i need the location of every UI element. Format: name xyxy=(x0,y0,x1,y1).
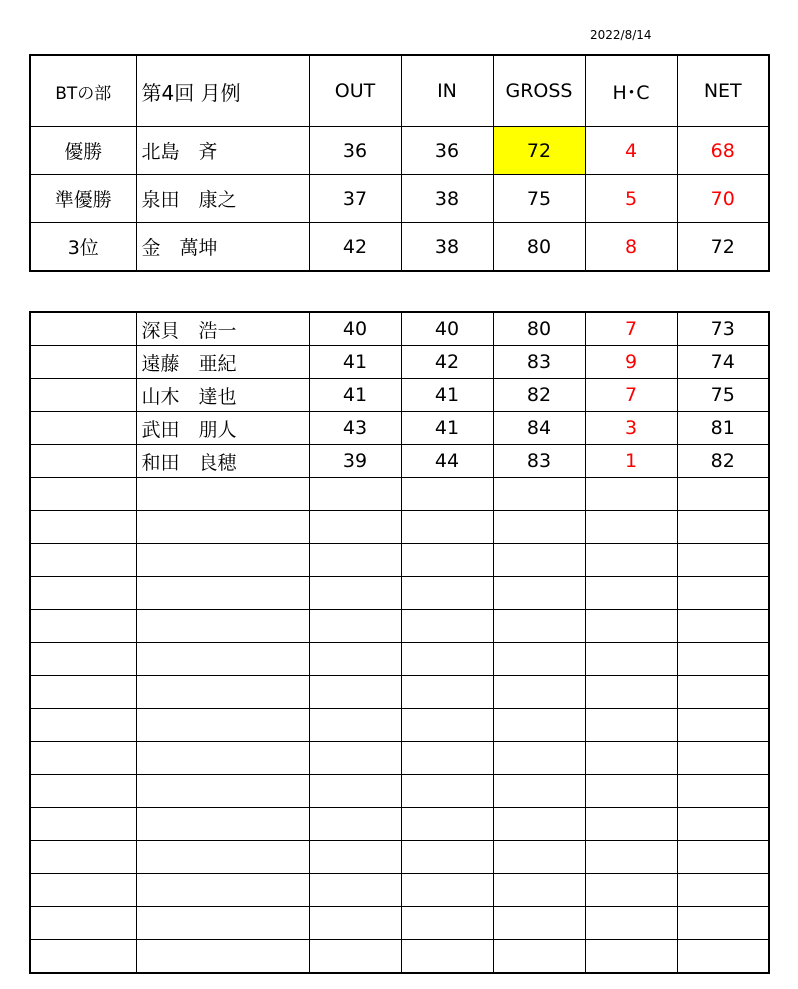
net-score xyxy=(677,775,769,808)
player-name: 泉田 康之 xyxy=(136,175,309,223)
rank-cell xyxy=(30,379,136,412)
in-score xyxy=(401,643,493,676)
handicap xyxy=(585,907,677,940)
winner-row xyxy=(30,175,769,223)
in-score xyxy=(401,478,493,511)
player-name: 深貝 浩一 xyxy=(136,312,309,346)
winner-row xyxy=(30,127,769,175)
in-score xyxy=(401,775,493,808)
player-name xyxy=(136,511,309,544)
out-score: 39 xyxy=(309,445,401,478)
player-name xyxy=(136,676,309,709)
gross-score: 75 xyxy=(493,175,585,223)
net-score xyxy=(677,478,769,511)
in-score xyxy=(401,676,493,709)
gross-score-best: 72 xyxy=(493,127,585,175)
result-row xyxy=(30,412,769,445)
player-name xyxy=(136,874,309,907)
player-name: 山木 達也 xyxy=(136,379,309,412)
out-score: 43 xyxy=(309,412,401,445)
rank-cell xyxy=(30,643,136,676)
gross-score xyxy=(493,874,585,907)
empty-row xyxy=(30,544,769,577)
gross-score xyxy=(493,808,585,841)
in-score: 42 xyxy=(401,346,493,379)
net-score xyxy=(677,742,769,775)
rank-cell xyxy=(30,445,136,478)
in-header: IN xyxy=(401,55,493,127)
out-score xyxy=(309,775,401,808)
handicap: 7 xyxy=(585,312,677,346)
in-score xyxy=(401,544,493,577)
rank-cell xyxy=(30,709,136,742)
out-score xyxy=(309,643,401,676)
in-score: 38 xyxy=(401,175,493,223)
gross-score xyxy=(493,940,585,974)
empty-row xyxy=(30,940,769,974)
handicap: 4 xyxy=(585,127,677,175)
gross-score: 84 xyxy=(493,412,585,445)
winner-row xyxy=(30,223,769,272)
out-score xyxy=(309,544,401,577)
out-score xyxy=(309,577,401,610)
empty-row xyxy=(30,676,769,709)
date-label: 2022/8/14 xyxy=(590,28,652,42)
gross-score xyxy=(493,709,585,742)
player-name xyxy=(136,709,309,742)
rank-cell: 3位 xyxy=(30,223,136,272)
rank-cell xyxy=(30,775,136,808)
net-score xyxy=(677,874,769,907)
empty-row xyxy=(30,742,769,775)
net-score xyxy=(677,511,769,544)
net-score xyxy=(677,841,769,874)
handicap xyxy=(585,742,677,775)
out-score xyxy=(309,511,401,544)
rank-cell xyxy=(30,940,136,974)
handicap xyxy=(585,874,677,907)
gross-score xyxy=(493,544,585,577)
handicap xyxy=(585,544,677,577)
player-name xyxy=(136,577,309,610)
result-row xyxy=(30,379,769,412)
rank-cell xyxy=(30,808,136,841)
handicap: 7 xyxy=(585,379,677,412)
handicap: 9 xyxy=(585,346,677,379)
header-row xyxy=(30,55,769,127)
out-score xyxy=(309,742,401,775)
net-score: 75 xyxy=(677,379,769,412)
gross-header: GROSS xyxy=(493,55,585,127)
in-score: 38 xyxy=(401,223,493,272)
empty-row xyxy=(30,907,769,940)
empty-row xyxy=(30,478,769,511)
in-score xyxy=(401,841,493,874)
player-name: 北島 斉 xyxy=(136,127,309,175)
hc-header: H･C xyxy=(585,55,677,127)
gross-score: 83 xyxy=(493,346,585,379)
net-score: 74 xyxy=(677,346,769,379)
out-score: 42 xyxy=(309,223,401,272)
out-score xyxy=(309,709,401,742)
net-header: NET xyxy=(677,55,769,127)
empty-row xyxy=(30,841,769,874)
gross-score xyxy=(493,511,585,544)
rank-cell xyxy=(30,610,136,643)
handicap xyxy=(585,940,677,974)
rank-cell xyxy=(30,841,136,874)
net-score: 82 xyxy=(677,445,769,478)
out-score xyxy=(309,841,401,874)
handicap xyxy=(585,841,677,874)
rank-cell xyxy=(30,742,136,775)
in-score: 36 xyxy=(401,127,493,175)
rank-cell xyxy=(30,478,136,511)
result-row xyxy=(30,445,769,478)
gross-score xyxy=(493,676,585,709)
gross-score xyxy=(493,742,585,775)
in-score: 41 xyxy=(401,379,493,412)
in-score: 44 xyxy=(401,445,493,478)
net-score xyxy=(677,709,769,742)
gross-score: 83 xyxy=(493,445,585,478)
in-score xyxy=(401,511,493,544)
rank-cell xyxy=(30,577,136,610)
result-row xyxy=(30,312,769,346)
player-name: 和田 良穂 xyxy=(136,445,309,478)
gross-score: 80 xyxy=(493,223,585,272)
in-score xyxy=(401,610,493,643)
player-name xyxy=(136,907,309,940)
empty-row xyxy=(30,775,769,808)
net-score xyxy=(677,940,769,974)
rank-cell xyxy=(30,412,136,445)
handicap xyxy=(585,643,677,676)
empty-row xyxy=(30,643,769,676)
net-score xyxy=(677,544,769,577)
player-name: 遠藤 亜紀 xyxy=(136,346,309,379)
gross-score xyxy=(493,841,585,874)
player-name xyxy=(136,478,309,511)
rank-cell xyxy=(30,312,136,346)
player-name xyxy=(136,610,309,643)
in-score xyxy=(401,808,493,841)
handicap xyxy=(585,775,677,808)
event-header: 第4回 月例 xyxy=(136,55,309,127)
out-score xyxy=(309,940,401,974)
rank-cell xyxy=(30,511,136,544)
net-score xyxy=(677,610,769,643)
rank-cell xyxy=(30,346,136,379)
result-row xyxy=(30,346,769,379)
player-name: 金 萬坤 xyxy=(136,223,309,272)
in-score xyxy=(401,577,493,610)
rank-cell xyxy=(30,874,136,907)
handicap xyxy=(585,511,677,544)
out-score: 41 xyxy=(309,346,401,379)
handicap: 1 xyxy=(585,445,677,478)
out-score xyxy=(309,874,401,907)
net-score: 72 xyxy=(677,223,769,272)
rank-cell xyxy=(30,907,136,940)
handicap xyxy=(585,709,677,742)
out-score: 37 xyxy=(309,175,401,223)
player-name xyxy=(136,775,309,808)
empty-row xyxy=(30,709,769,742)
net-score: 68 xyxy=(677,127,769,175)
gross-score xyxy=(493,643,585,676)
in-score xyxy=(401,709,493,742)
results-table xyxy=(29,311,770,974)
gross-score xyxy=(493,610,585,643)
out-score xyxy=(309,907,401,940)
player-name xyxy=(136,643,309,676)
handicap xyxy=(585,676,677,709)
in-score xyxy=(401,742,493,775)
in-score xyxy=(401,874,493,907)
net-score: 73 xyxy=(677,312,769,346)
net-score xyxy=(677,676,769,709)
net-score: 81 xyxy=(677,412,769,445)
division-header: BTの部 xyxy=(30,55,136,127)
in-score xyxy=(401,907,493,940)
rank-cell: 準優勝 xyxy=(30,175,136,223)
player-name xyxy=(136,808,309,841)
in-score: 40 xyxy=(401,312,493,346)
player-name xyxy=(136,544,309,577)
out-score xyxy=(309,478,401,511)
gross-score xyxy=(493,775,585,808)
out-score: 41 xyxy=(309,379,401,412)
handicap xyxy=(585,577,677,610)
handicap: 8 xyxy=(585,223,677,272)
in-score: 41 xyxy=(401,412,493,445)
empty-row xyxy=(30,808,769,841)
out-score: 36 xyxy=(309,127,401,175)
handicap: 3 xyxy=(585,412,677,445)
out-header: OUT xyxy=(309,55,401,127)
player-name xyxy=(136,742,309,775)
rank-cell: 優勝 xyxy=(30,127,136,175)
out-score xyxy=(309,676,401,709)
gross-score xyxy=(493,907,585,940)
player-name: 武田 朋人 xyxy=(136,412,309,445)
net-score xyxy=(677,577,769,610)
rank-cell xyxy=(30,676,136,709)
gross-score: 82 xyxy=(493,379,585,412)
gross-score xyxy=(493,478,585,511)
empty-row xyxy=(30,577,769,610)
net-score: 70 xyxy=(677,175,769,223)
empty-row xyxy=(30,511,769,544)
out-score xyxy=(309,808,401,841)
gross-score: 80 xyxy=(493,312,585,346)
out-score: 40 xyxy=(309,312,401,346)
handicap xyxy=(585,478,677,511)
player-name xyxy=(136,841,309,874)
player-name xyxy=(136,940,309,974)
rank-cell xyxy=(30,544,136,577)
empty-row xyxy=(30,610,769,643)
net-score xyxy=(677,907,769,940)
in-score xyxy=(401,940,493,974)
net-score xyxy=(677,808,769,841)
gross-score xyxy=(493,577,585,610)
net-score xyxy=(677,643,769,676)
empty-row xyxy=(30,874,769,907)
out-score xyxy=(309,610,401,643)
handicap xyxy=(585,808,677,841)
handicap: 5 xyxy=(585,175,677,223)
winners-table xyxy=(29,54,770,272)
handicap xyxy=(585,610,677,643)
